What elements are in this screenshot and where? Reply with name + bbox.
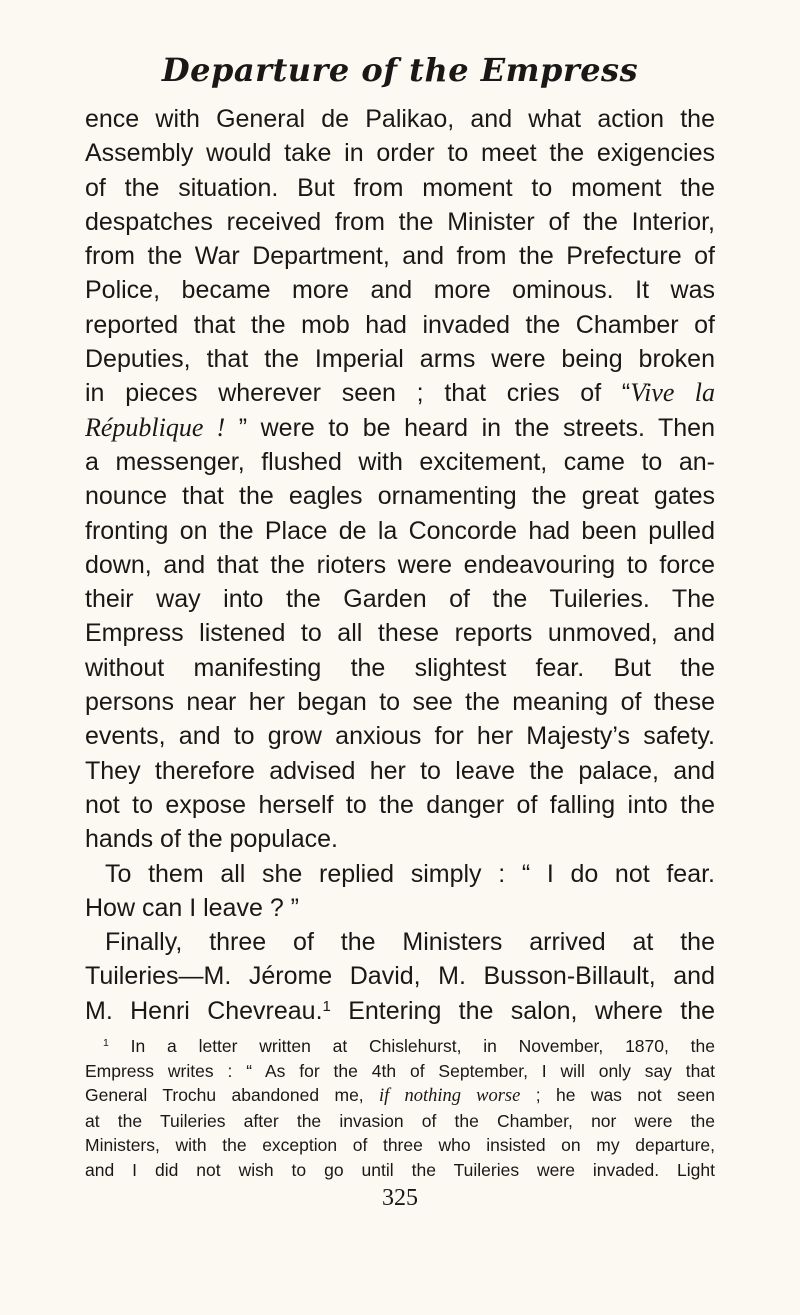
text-line: ence with General de Palikao, and what action the	[85, 105, 715, 133]
text-line: of the situation. But from moment to moment the	[85, 173, 715, 202]
footnote-line	[85, 1083, 715, 1109]
page-number: 325	[382, 1184, 418, 1211]
text-line: nounce that the eagles ornamenting the great gates	[85, 482, 715, 511]
text-line	[85, 376, 715, 410]
text-line	[85, 994, 715, 1028]
running-head: Departure of the Empress	[161, 51, 639, 89]
text-line: Deputies, that the Imperial arms were being broken	[85, 345, 715, 374]
text-line: reported that the mob had invaded the Chamber of	[85, 310, 715, 339]
text-line: fronting on the Place de la Concorde had been pulled	[85, 516, 715, 545]
text-line: persons near her began to see the meaning of these	[85, 688, 715, 717]
footnote-line	[85, 1034, 715, 1059]
text-line	[85, 411, 715, 445]
text-line: their way into the Garden of the Tuileries. The	[85, 585, 715, 614]
text-segment: In a letter written at Chislehurst, in November, 1870, the	[108, 1036, 715, 1057]
text-line: Police, became more and more ominous. It was	[85, 276, 715, 305]
footnote-line: at the Tuileries after the invasion of the Chamber, nor were the	[85, 1110, 715, 1131]
book-page	[85, 40, 715, 1213]
text-segment: M. Henri Chevreau.	[85, 996, 323, 1025]
text-line: Tuileries—M. Jérome David, M. Busson-Billault, and	[85, 962, 715, 991]
text-line: They therefore advised her to leave the palace, and	[85, 756, 715, 785]
text-line: without manifesting the slightest fear. But the	[85, 653, 715, 682]
italic-text: if nothing worse	[379, 1086, 521, 1107]
text-segment: Entering the salon, where the	[330, 996, 715, 1025]
footnote	[85, 1034, 715, 1183]
text-line: events, and to grow anxious for her Majesty’s safety.	[85, 722, 715, 751]
text-line: hands of the populace.	[85, 825, 338, 854]
footnote-line: Empress writes : “ As for the 4th of September, I will only say that	[85, 1060, 715, 1081]
text-line: a messenger, flushed with excitement, came to an-	[85, 447, 715, 476]
text-line: Empress listened to all these reports unmoved, and	[85, 619, 715, 648]
footnote-line: Ministers, with the exception of three who insisted on my departure,	[85, 1135, 715, 1156]
text-line: Assembly would take in order to meet the exigencies	[85, 139, 715, 168]
italic-text: République !	[85, 412, 226, 442]
italic-text: Vive la	[630, 378, 715, 408]
body-text	[85, 102, 715, 1028]
text-segment: General Trochu abandoned me,	[85, 1085, 380, 1106]
text-line: not to expose herself to the danger of falling into the	[85, 790, 715, 819]
text-segment: ; he was not seen	[520, 1085, 715, 1106]
text-line: despatches received from the Minister of the Interior,	[85, 207, 715, 236]
text-line: down, and that the rioters were endeavouring to force	[85, 550, 715, 579]
text-line: from the War Department, and from the Prefecture of	[85, 242, 715, 271]
text-segment: ” were to be heard in the streets. Then	[225, 413, 715, 442]
text-segment: in pieces wherever seen ; that cries of “	[85, 379, 631, 408]
text-line: Finally, three of the Ministers arrived at the	[105, 928, 715, 957]
footnote-line: and I did not wish to go until the Tuileries were invaded. Light	[85, 1159, 715, 1180]
text-line: How can I leave ? ”	[85, 893, 299, 922]
footnote-number: 1	[103, 1037, 109, 1050]
text-line: To them all she replied simply : “ I do not fear.	[105, 859, 715, 888]
footnote-marker: 1	[322, 997, 331, 1015]
